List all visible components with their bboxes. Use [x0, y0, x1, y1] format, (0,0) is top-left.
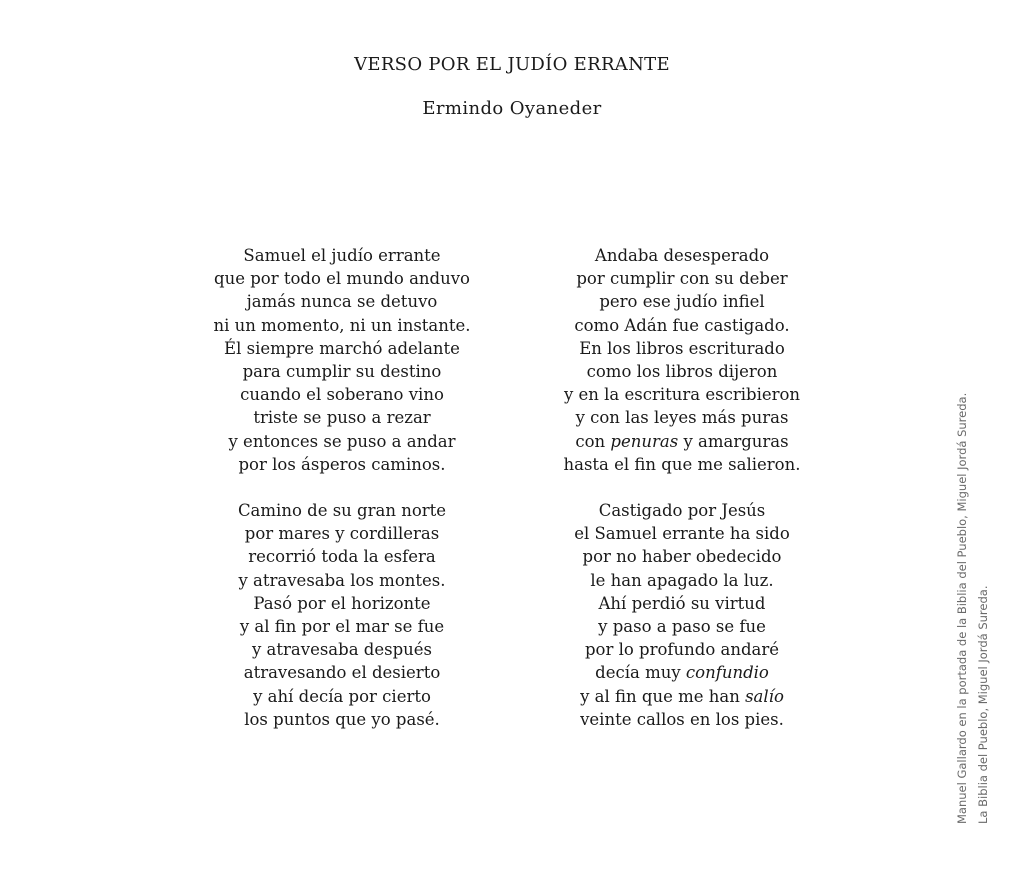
italic-word: penuras	[610, 431, 679, 451]
poem-line: y atravesaba después	[251, 640, 432, 660]
photo-credit-line-1: Manuel Gallardo en la portada de la Biblia del Pueblo, Miguel Jordá Sureda.	[955, 392, 969, 824]
poem-line: triste se puso a rezar	[253, 408, 431, 428]
poem-line: por no haber obedecido	[582, 547, 782, 567]
photo-credit	[952, 393, 994, 824]
poem-column-left	[182, 244, 502, 754]
poem-column-right	[522, 244, 842, 754]
poem-line: como Adán fue castigado.	[574, 315, 790, 335]
line-text: con	[575, 431, 611, 451]
poem-line: y paso a paso se fue	[598, 617, 766, 637]
poem-line: Pasó por el horizonte	[253, 593, 431, 613]
poem-author: Ermindo Oyaneder	[422, 98, 602, 119]
poem-line: En los libros escriturado	[579, 338, 785, 358]
poem-line: y con las leyes más puras	[575, 408, 789, 428]
poem-line: por lo profundo andaré	[584, 640, 780, 660]
poem-line: y atravesaba los montes.	[238, 570, 446, 590]
poem-line: por los ásperos caminos.	[238, 454, 446, 474]
poem-line: veinte callos en los pies.	[580, 709, 784, 729]
poem-line	[522, 685, 842, 708]
stanza	[522, 244, 842, 476]
poem-line: atravesando el desierto	[243, 663, 441, 683]
poem-line: Castigado por Jesús	[598, 501, 766, 521]
poem-line: recorrió toda la esfera	[248, 547, 436, 567]
stanza	[182, 244, 502, 476]
poem-line: los puntos que yo pasé.	[244, 709, 440, 729]
poem-line: hasta el fin que me salieron.	[563, 454, 801, 474]
poem-line: Andaba desesperado	[594, 246, 770, 265]
poem-line	[522, 661, 842, 684]
line-text: decía muy	[595, 663, 686, 683]
poem-line: como los libros dijeron	[586, 362, 778, 382]
line-text: y al fin que me han	[580, 686, 746, 706]
poem-line: y entonces se puso a andar	[228, 431, 456, 451]
poem-line: por mares y cordilleras	[244, 524, 440, 544]
poem-line: Samuel el judío errante	[243, 246, 441, 265]
italic-word: salío	[745, 686, 784, 706]
poem-line: para cumplir su destino	[242, 362, 442, 382]
stanza	[182, 499, 502, 731]
poem-line: y en la escritura escribieron	[563, 385, 801, 405]
photo-credit-line-2: La Biblia del Pueblo, Miguel Jordá Sureda.	[976, 585, 990, 824]
poem-line: jamás nunca se detuvo	[246, 292, 438, 312]
poem-line: por cumplir con su deber	[576, 269, 788, 289]
poem-line: el Samuel errante ha sido	[574, 524, 790, 544]
poem-title: VERSO POR EL JUDÍO ERRANTE	[354, 54, 670, 75]
poem-line: ni un momento, ni un instante.	[213, 315, 471, 335]
poem-line	[522, 430, 842, 453]
line-text: y amarguras	[678, 431, 789, 451]
poem-line: cuando el soberano vino	[240, 385, 444, 405]
poem-line: y al fin por el mar se fue	[239, 617, 445, 637]
poem-line: pero ese judío infiel	[599, 292, 765, 312]
poem-line: Camino de su gran norte	[237, 501, 447, 521]
poem-line: Él siempre marchó adelante	[224, 338, 460, 358]
stanza	[522, 499, 842, 731]
poem-line: que por todo el mundo anduvo	[214, 269, 470, 289]
poem-line: y ahí decía por cierto	[253, 686, 431, 706]
italic-word: confundio	[685, 663, 769, 683]
poem-line: Ahí perdió su virtud	[598, 593, 766, 613]
poem-line: le han apagado la luz.	[590, 570, 774, 590]
